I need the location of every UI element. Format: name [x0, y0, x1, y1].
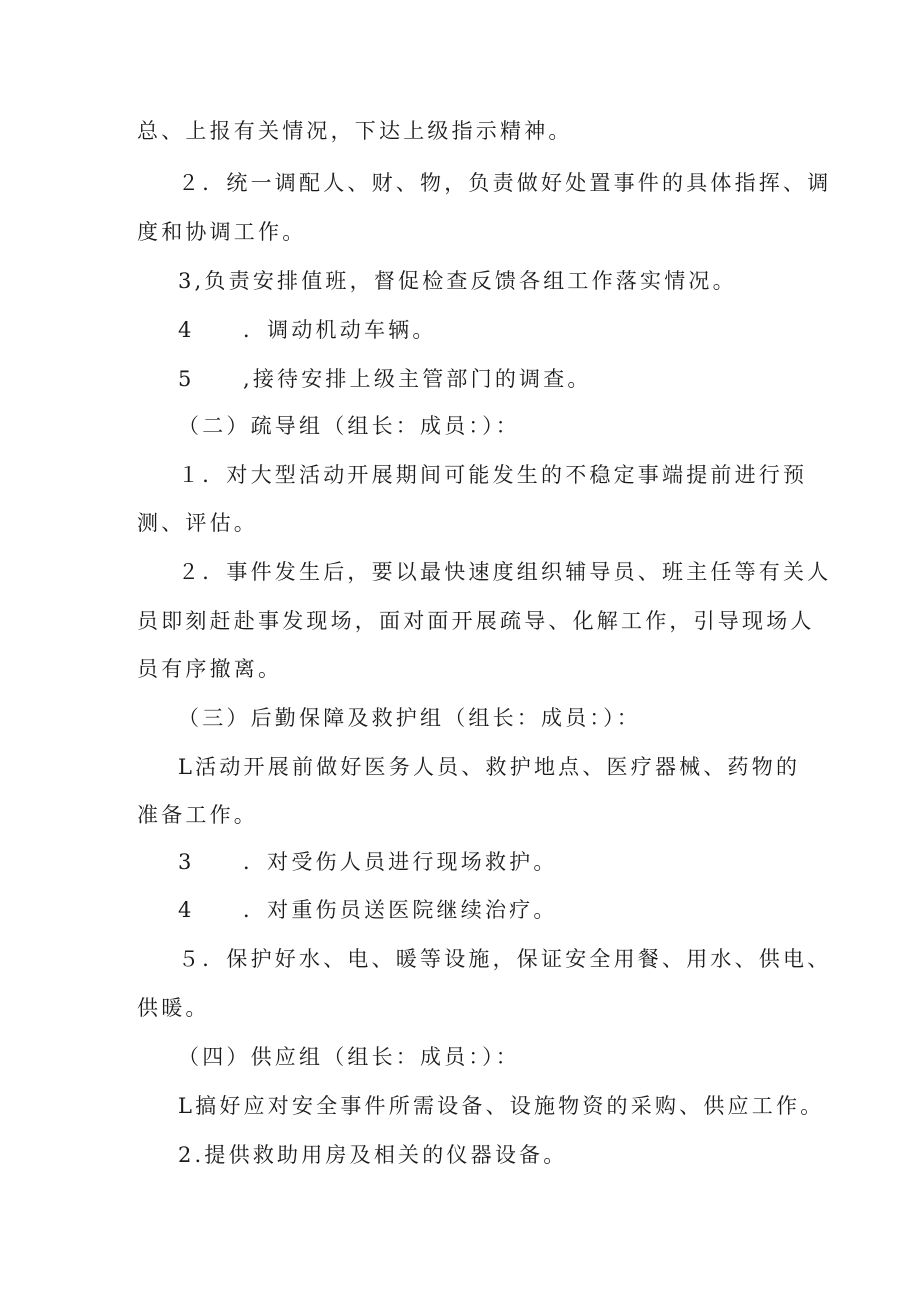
section-heading: （二）疏导组（组长：成员：）： — [178, 414, 520, 438]
paragraph-line: 4 ．对重伤员送医院继续治疗。 — [178, 898, 558, 922]
paragraph-line: 测、评估。 — [137, 511, 258, 535]
paragraph-line: ５．保护好水、电、暖等设施，保证安全用餐、用水、供电、 — [178, 947, 832, 971]
paragraph-line: 4 ．调动机动车辆。 — [178, 318, 437, 342]
paragraph-line: 总、上报有关情况，下达上级指示精神。 — [137, 119, 573, 143]
paragraph-line: 准备工作。 — [137, 803, 258, 827]
section-heading: （四）供应组（组长：成员：）： — [178, 1045, 520, 1069]
paragraph-line: 员有序撤离。 — [137, 657, 283, 681]
paragraph-line: 员即刻赶赴事发现场，面对面开展疏导、化解工作，引导现场人 — [137, 609, 815, 633]
paragraph-line: 2.提供救助用房及相关的仪器设备。 — [178, 1143, 568, 1167]
paragraph-line: ２．统一调配人、财、物，负责做好处置事件的具体指挥、调 — [178, 171, 832, 195]
paragraph-line: 5 ,接待安排上级主管部门的调查。 — [178, 367, 592, 391]
paragraph-line: ２．事件发生后，要以最快速度组织辅导员、班主任等有关人 — [178, 560, 832, 584]
paragraph-line: １．对大型活动开展期间可能发生的不稳定事端提前进行预 — [178, 463, 808, 487]
paragraph-line: L搞好应对安全事件所需设备、设施物资的采购、供应工作。 — [178, 1094, 825, 1118]
paragraph-line: 度和协调工作。 — [137, 220, 307, 244]
paragraph-line: L活动开展前做好医务人员、救护地点、医疗器械、药物的 — [178, 755, 801, 779]
section-heading: （三）后勤保障及救护组（组长：成员：）： — [178, 706, 641, 730]
paragraph-line: 3 ．对受伤人员进行现场救护。 — [178, 850, 558, 874]
paragraph-line: 3,负责安排值班，督促检查反馈各组工作落实情况。 — [178, 269, 737, 293]
paragraph-line: 供暖。 — [137, 996, 210, 1020]
